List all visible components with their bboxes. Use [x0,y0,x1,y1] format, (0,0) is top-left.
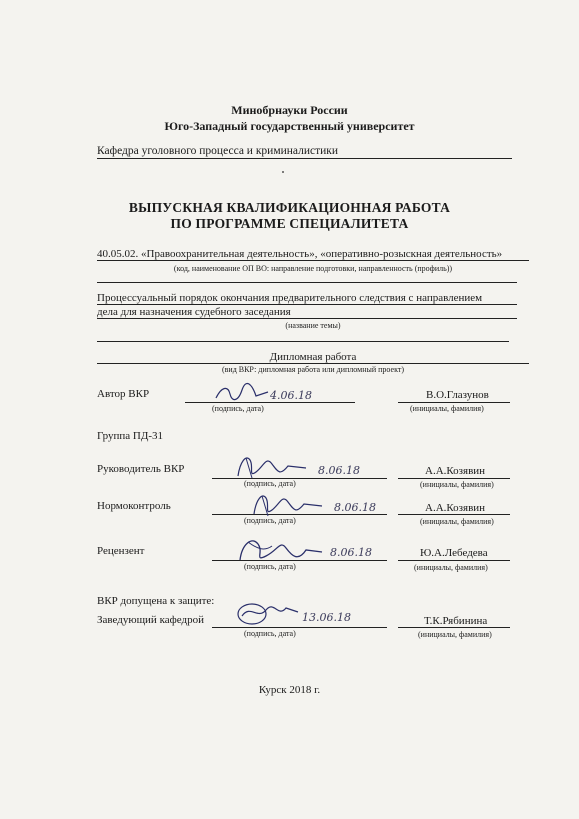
reviewer-signature-caption: (подпись, дата) [244,562,296,571]
document-title-line1: ВЫПУСКНАЯ КВАЛИФИКАЦИОННАЯ РАБОТА [128,200,451,215]
reviewer-label: Рецензент [97,545,145,557]
author-name: В.О.Глазунов [426,389,489,401]
normocontrol-signature-caption: (подпись, дата) [244,516,296,525]
author-label: Автор ВКР [97,388,150,400]
work-type-caption: (вид ВКР: дипломная работа или дипломный проект) [221,365,405,374]
ministry-name: Минобрнауки России [231,103,348,117]
author-signature [212,382,272,404]
reviewer-date: 8.06.18 [330,546,372,559]
supervisor-name: А.А.Козявин [425,465,486,477]
university-name: Юго-Западный государственный университет [164,119,415,133]
author-name-caption: (инициалы, фамилия) [410,404,484,413]
author-date: 4.06.18 [270,389,312,402]
group-label: Группа ПД-31 [97,430,164,442]
normocontrol-name-line [398,514,510,515]
topic-line2: дела для назначения судебного заседания [97,306,517,319]
head-signature [232,598,302,630]
head-name-line [398,627,510,628]
supervisor-date: 8.06.18 [318,464,360,477]
head-of-department-label: Заведующий кафедрой [97,614,204,626]
normocontrol-name-caption: (инициалы, фамилия) [420,517,494,526]
head-date: 13.06.18 [302,611,351,624]
city-year: Курск 2018 г. [258,684,321,696]
supervisor-signature [232,452,312,482]
reviewer-name-line [398,560,510,561]
head-name: Т.К.Рябинина [424,615,488,627]
blank-rule [97,282,517,283]
head-signature-caption: (подпись, дата) [244,629,296,638]
blank-rule [97,341,509,342]
work-type: Дипломная работа [269,351,357,363]
author-name-line [398,402,510,403]
topic-caption: (название темы) [285,321,341,330]
supervisor-name-line [398,478,510,479]
department-name: Кафедра уголовного процесса и криминалистики [97,145,512,159]
reviewer-name-caption: (инициалы, фамилия) [414,563,488,572]
normocontrol-date: 8.06.18 [334,501,376,514]
scan-speck [282,171,284,173]
program-field: 40.05.02. «Правоохранительная деятельность», «оперативно-розыскная деятельность» [97,248,529,261]
work-type-rule [97,363,529,364]
author-signature-caption: (подпись, дата) [212,404,264,413]
normocontrol-name: А.А.Козявин [425,502,486,514]
supervisor-signature-caption: (подпись, дата) [244,479,296,488]
program-caption: (код, наименование ОП ВО: направление подготовки, направленность (профиль)) [173,264,453,273]
head-name-caption: (инициалы, фамилия) [418,630,492,639]
normocontrol-label: Нормоконтроль [97,500,171,512]
supervisor-label: Руководитель ВКР [97,463,185,475]
topic-line1: Процессуальный порядок окончания предварительного следствия с направлением [97,292,517,305]
admission-label: ВКР допущена к защите: [97,595,215,607]
supervisor-name-caption: (инициалы, фамилия) [420,480,494,489]
reviewer-name: Ю.А.Лебедева [420,547,488,559]
document-title-line2: ПО ПРОГРАММЕ СПЕЦИАЛИТЕТА [170,216,409,231]
